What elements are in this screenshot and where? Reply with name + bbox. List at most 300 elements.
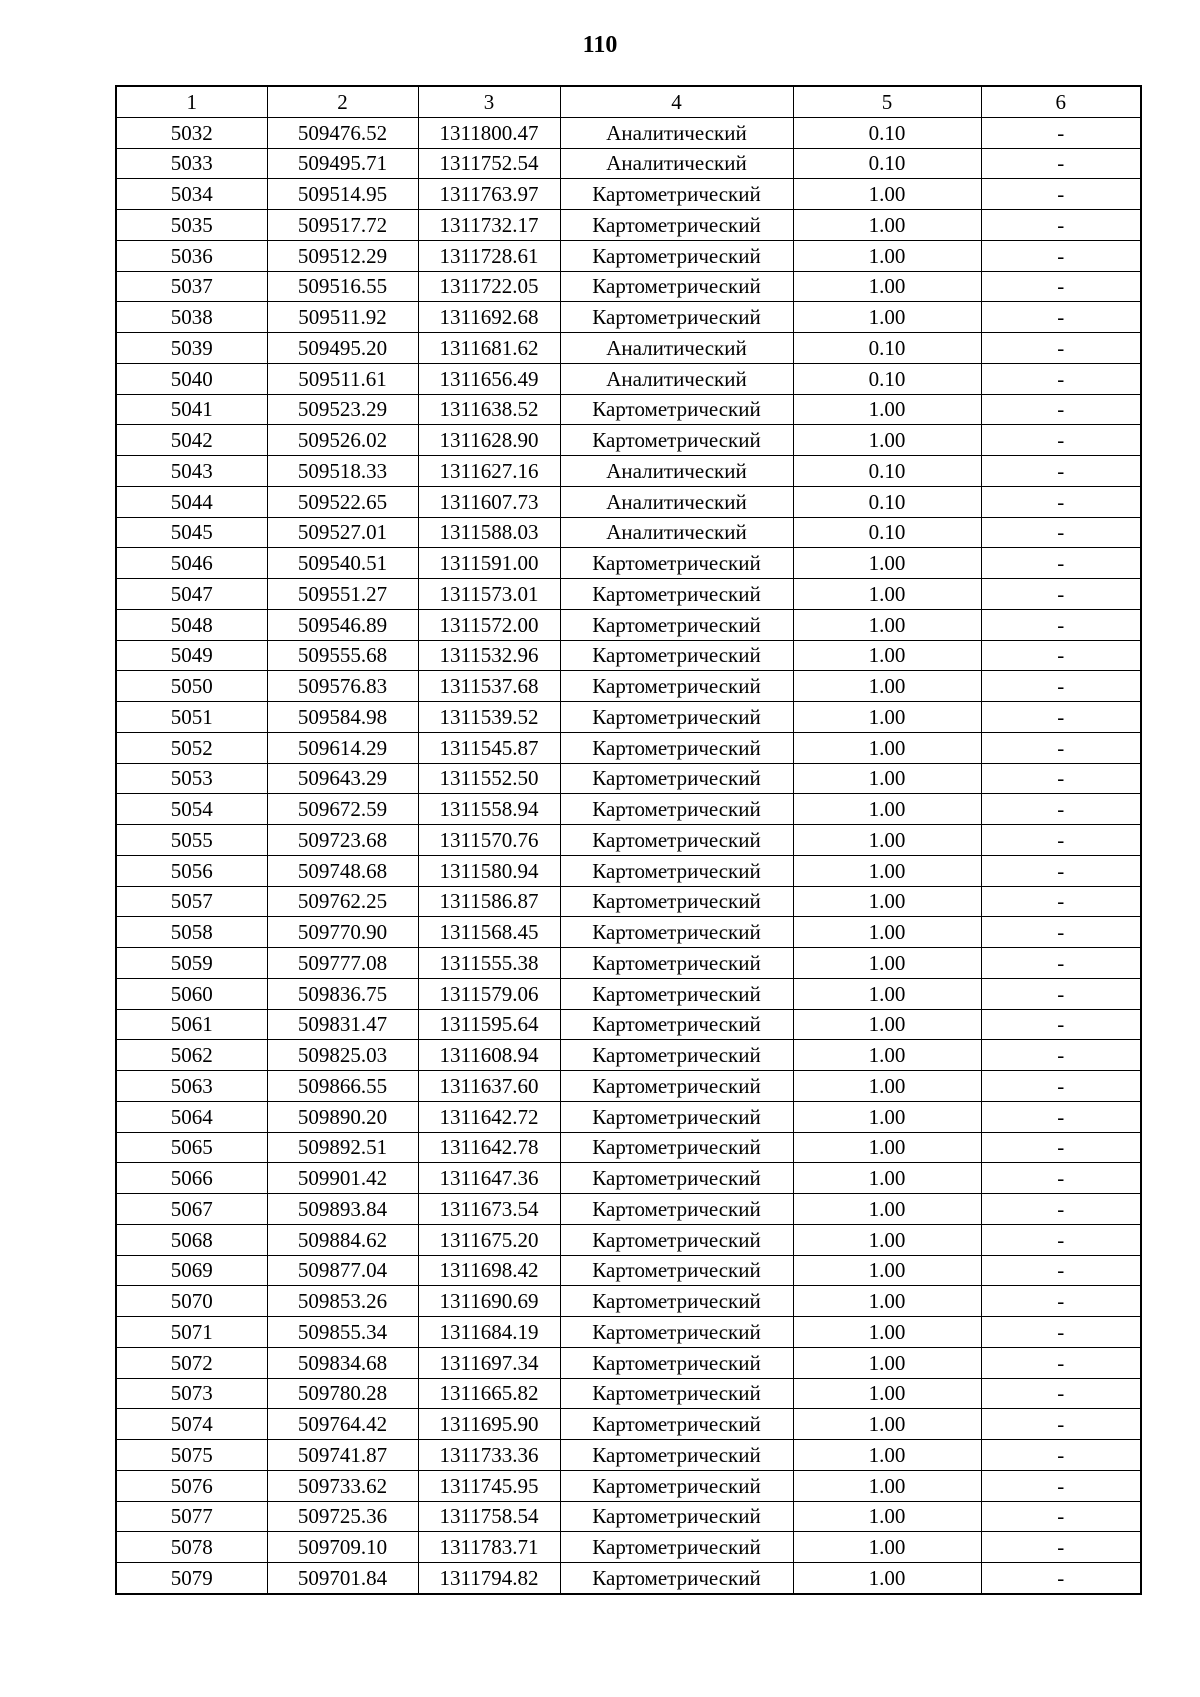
method-cell: Картометрический [560,548,793,579]
accuracy-cell: 1.00 [793,179,981,210]
table-row [116,702,1141,733]
y-coordinate-cell: 1311532.96 [418,640,560,671]
description-cell: - [981,117,1141,148]
point-number-cell: 5066 [116,1163,267,1194]
point-number-cell: 5047 [116,579,267,610]
point-number-cell: 5070 [116,1286,267,1317]
description-cell: - [981,548,1141,579]
x-coordinate-cell: 509526.02 [267,425,418,456]
description-cell: - [981,1194,1141,1225]
point-number-cell: 5065 [116,1132,267,1163]
x-coordinate-cell: 509762.25 [267,886,418,917]
method-cell: Картометрический [560,825,793,856]
point-number-cell: 5067 [116,1194,267,1225]
method-cell: Картометрический [560,640,793,671]
accuracy-cell: 1.00 [793,609,981,640]
point-number-cell: 5060 [116,978,267,1009]
description-cell: - [981,794,1141,825]
table-row [116,1163,1141,1194]
description-cell: - [981,210,1141,241]
method-cell: Картометрический [560,917,793,948]
y-coordinate-cell: 1311573.01 [418,579,560,610]
coordinates-table [115,85,1142,1595]
point-number-cell: 5048 [116,609,267,640]
description-cell: - [981,1224,1141,1255]
x-coordinate-cell: 509495.71 [267,148,418,179]
description-cell: - [981,363,1141,394]
method-cell: Картометрический [560,1347,793,1378]
table-row [116,210,1141,241]
y-coordinate-cell: 1311752.54 [418,148,560,179]
point-number-cell: 5052 [116,732,267,763]
y-coordinate-cell: 1311608.94 [418,1040,560,1071]
column-header: 3 [418,86,560,117]
point-number-cell: 5034 [116,179,267,210]
column-header: 6 [981,86,1141,117]
point-number-cell: 5055 [116,825,267,856]
method-cell: Картометрический [560,886,793,917]
point-number-cell: 5061 [116,1009,267,1040]
description-cell: - [981,1440,1141,1471]
point-number-cell: 5043 [116,456,267,487]
x-coordinate-cell: 509672.59 [267,794,418,825]
y-coordinate-cell: 1311665.82 [418,1378,560,1409]
y-coordinate-cell: 1311627.16 [418,456,560,487]
method-cell: Картометрический [560,1224,793,1255]
description-cell: - [981,671,1141,702]
y-coordinate-cell: 1311572.00 [418,609,560,640]
table-row [116,456,1141,487]
accuracy-cell: 1.00 [793,1040,981,1071]
point-number-cell: 5071 [116,1317,267,1348]
table-row [116,763,1141,794]
description-cell: - [981,1163,1141,1194]
description-cell: - [981,1255,1141,1286]
description-cell: - [981,825,1141,856]
description-cell: - [981,702,1141,733]
y-coordinate-cell: 1311684.19 [418,1317,560,1348]
accuracy-cell: 1.00 [793,1071,981,1102]
point-number-cell: 5044 [116,486,267,517]
y-coordinate-cell: 1311552.50 [418,763,560,794]
point-number-cell: 5054 [116,794,267,825]
y-coordinate-cell: 1311763.97 [418,179,560,210]
table-row [116,271,1141,302]
accuracy-cell: 1.00 [793,271,981,302]
accuracy-cell: 1.00 [793,1440,981,1471]
y-coordinate-cell: 1311681.62 [418,333,560,364]
accuracy-cell: 1.00 [793,702,981,733]
method-cell: Картометрический [560,1132,793,1163]
table-row [116,179,1141,210]
x-coordinate-cell: 509511.61 [267,363,418,394]
accuracy-cell: 0.10 [793,148,981,179]
point-number-cell: 5040 [116,363,267,394]
method-cell: Картометрический [560,1255,793,1286]
table-row [116,486,1141,517]
x-coordinate-cell: 509748.68 [267,855,418,886]
y-coordinate-cell: 1311568.45 [418,917,560,948]
x-coordinate-cell: 509511.92 [267,302,418,333]
y-coordinate-cell: 1311690.69 [418,1286,560,1317]
description-cell: - [981,1286,1141,1317]
accuracy-cell: 1.00 [793,1409,981,1440]
y-coordinate-cell: 1311607.73 [418,486,560,517]
x-coordinate-cell: 509522.65 [267,486,418,517]
x-coordinate-cell: 509540.51 [267,548,418,579]
method-cell: Картометрический [560,1194,793,1225]
accuracy-cell: 1.00 [793,671,981,702]
method-cell: Картометрический [560,1501,793,1532]
x-coordinate-cell: 509725.36 [267,1501,418,1532]
x-coordinate-cell: 509853.26 [267,1286,418,1317]
point-number-cell: 5079 [116,1563,267,1594]
x-coordinate-cell: 509855.34 [267,1317,418,1348]
table-row [116,117,1141,148]
description-cell: - [981,333,1141,364]
point-number-cell: 5042 [116,425,267,456]
description-cell: - [981,302,1141,333]
table-row [116,1532,1141,1563]
point-number-cell: 5059 [116,948,267,979]
x-coordinate-cell: 509866.55 [267,1071,418,1102]
method-cell: Картометрический [560,1532,793,1563]
accuracy-cell: 0.10 [793,456,981,487]
y-coordinate-cell: 1311794.82 [418,1563,560,1594]
accuracy-cell: 1.00 [793,855,981,886]
accuracy-cell: 1.00 [793,917,981,948]
x-coordinate-cell: 509584.98 [267,702,418,733]
table-row [116,394,1141,425]
x-coordinate-cell: 509523.29 [267,394,418,425]
description-cell: - [981,1101,1141,1132]
point-number-cell: 5045 [116,517,267,548]
accuracy-cell: 1.00 [793,1255,981,1286]
method-cell: Картометрический [560,1009,793,1040]
table-row [116,1009,1141,1040]
description-cell: - [981,240,1141,271]
method-cell: Аналитический [560,486,793,517]
point-number-cell: 5041 [116,394,267,425]
column-header: 4 [560,86,793,117]
accuracy-cell: 1.00 [793,1563,981,1594]
method-cell: Картометрический [560,1470,793,1501]
y-coordinate-cell: 1311642.72 [418,1101,560,1132]
x-coordinate-cell: 509555.68 [267,640,418,671]
method-cell: Аналитический [560,117,793,148]
y-coordinate-cell: 1311698.42 [418,1255,560,1286]
description-cell: - [981,732,1141,763]
method-cell: Картометрический [560,579,793,610]
table-row [116,425,1141,456]
table-row [116,794,1141,825]
table-row [116,1470,1141,1501]
x-coordinate-cell: 509877.04 [267,1255,418,1286]
y-coordinate-cell: 1311586.87 [418,886,560,917]
table-row [116,1040,1141,1071]
table-row [116,978,1141,1009]
description-cell: - [981,948,1141,979]
description-cell: - [981,1071,1141,1102]
table-row [116,1286,1141,1317]
y-coordinate-cell: 1311580.94 [418,855,560,886]
x-coordinate-cell: 509723.68 [267,825,418,856]
x-coordinate-cell: 509770.90 [267,917,418,948]
description-cell: - [981,1040,1141,1071]
accuracy-cell: 1.00 [793,548,981,579]
method-cell: Картометрический [560,240,793,271]
method-cell: Аналитический [560,456,793,487]
method-cell: Картометрический [560,1440,793,1471]
y-coordinate-cell: 1311558.94 [418,794,560,825]
x-coordinate-cell: 509514.95 [267,179,418,210]
accuracy-cell: 1.00 [793,1194,981,1225]
point-number-cell: 5058 [116,917,267,948]
table-row [116,363,1141,394]
y-coordinate-cell: 1311692.68 [418,302,560,333]
table-row [116,148,1141,179]
accuracy-cell: 1.00 [793,579,981,610]
accuracy-cell: 1.00 [793,886,981,917]
x-coordinate-cell: 509892.51 [267,1132,418,1163]
method-cell: Картометрический [560,425,793,456]
method-cell: Картометрический [560,763,793,794]
table-row [116,548,1141,579]
method-cell: Картометрический [560,1563,793,1594]
accuracy-cell: 1.00 [793,1378,981,1409]
method-cell: Картометрический [560,394,793,425]
description-cell: - [981,179,1141,210]
y-coordinate-cell: 1311675.20 [418,1224,560,1255]
accuracy-cell: 1.00 [793,425,981,456]
y-coordinate-cell: 1311628.90 [418,425,560,456]
accuracy-cell: 1.00 [793,1101,981,1132]
accuracy-cell: 1.00 [793,1470,981,1501]
x-coordinate-cell: 509825.03 [267,1040,418,1071]
y-coordinate-cell: 1311783.71 [418,1532,560,1563]
x-coordinate-cell: 509884.62 [267,1224,418,1255]
point-number-cell: 5073 [116,1378,267,1409]
accuracy-cell: 1.00 [793,948,981,979]
description-cell: - [981,1132,1141,1163]
y-coordinate-cell: 1311579.06 [418,978,560,1009]
table-body [116,117,1141,1594]
table-row [116,333,1141,364]
description-cell: - [981,978,1141,1009]
x-coordinate-cell: 509741.87 [267,1440,418,1471]
x-coordinate-cell: 509709.10 [267,1532,418,1563]
y-coordinate-cell: 1311647.36 [418,1163,560,1194]
table-row [116,1501,1141,1532]
column-header: 2 [267,86,418,117]
table-row [116,671,1141,702]
accuracy-cell: 1.00 [793,1317,981,1348]
point-number-cell: 5032 [116,117,267,148]
x-coordinate-cell: 509834.68 [267,1347,418,1378]
x-coordinate-cell: 509551.27 [267,579,418,610]
x-coordinate-cell: 509476.52 [267,117,418,148]
y-coordinate-cell: 1311656.49 [418,363,560,394]
x-coordinate-cell: 509831.47 [267,1009,418,1040]
point-number-cell: 5076 [116,1470,267,1501]
table-row [116,302,1141,333]
table-row [116,517,1141,548]
accuracy-cell: 1.00 [793,794,981,825]
x-coordinate-cell: 509527.01 [267,517,418,548]
column-header: 1 [116,86,267,117]
method-cell: Картометрический [560,1378,793,1409]
y-coordinate-cell: 1311637.60 [418,1071,560,1102]
y-coordinate-cell: 1311588.03 [418,517,560,548]
y-coordinate-cell: 1311732.17 [418,210,560,241]
accuracy-cell: 1.00 [793,1501,981,1532]
y-coordinate-cell: 1311728.61 [418,240,560,271]
table-row [116,1101,1141,1132]
method-cell: Аналитический [560,333,793,364]
x-coordinate-cell: 509890.20 [267,1101,418,1132]
description-cell: - [981,609,1141,640]
table-row [116,1132,1141,1163]
table-row [116,1347,1141,1378]
table-row [116,886,1141,917]
y-coordinate-cell: 1311545.87 [418,732,560,763]
method-cell: Аналитический [560,148,793,179]
point-number-cell: 5077 [116,1501,267,1532]
accuracy-cell: 1.00 [793,1286,981,1317]
table-row [116,732,1141,763]
table-row [116,1409,1141,1440]
table-row [116,948,1141,979]
point-number-cell: 5062 [116,1040,267,1071]
method-cell: Картометрический [560,794,793,825]
point-number-cell: 5038 [116,302,267,333]
description-cell: - [981,886,1141,917]
x-coordinate-cell: 509701.84 [267,1563,418,1594]
accuracy-cell: 1.00 [793,1347,981,1378]
y-coordinate-cell: 1311697.34 [418,1347,560,1378]
accuracy-cell: 1.00 [793,1132,981,1163]
table-row [116,1224,1141,1255]
accuracy-cell: 1.00 [793,302,981,333]
table-row [116,1378,1141,1409]
accuracy-cell: 1.00 [793,1163,981,1194]
accuracy-cell: 1.00 [793,978,981,1009]
point-number-cell: 5051 [116,702,267,733]
y-coordinate-cell: 1311595.64 [418,1009,560,1040]
description-cell: - [981,1378,1141,1409]
accuracy-cell: 0.10 [793,333,981,364]
description-cell: - [981,855,1141,886]
method-cell: Картометрический [560,271,793,302]
table-row [116,917,1141,948]
table-row [116,1440,1141,1471]
point-number-cell: 5037 [116,271,267,302]
y-coordinate-cell: 1311539.52 [418,702,560,733]
point-number-cell: 5069 [116,1255,267,1286]
method-cell: Картометрический [560,210,793,241]
y-coordinate-cell: 1311673.54 [418,1194,560,1225]
point-number-cell: 5049 [116,640,267,671]
table-row [116,1317,1141,1348]
point-number-cell: 5036 [116,240,267,271]
point-number-cell: 5053 [116,763,267,794]
method-cell: Картометрический [560,179,793,210]
description-cell: - [981,640,1141,671]
description-cell: - [981,425,1141,456]
accuracy-cell: 0.10 [793,517,981,548]
description-cell: - [981,486,1141,517]
x-coordinate-cell: 509643.29 [267,763,418,794]
table-row [116,640,1141,671]
x-coordinate-cell: 509614.29 [267,732,418,763]
y-coordinate-cell: 1311638.52 [418,394,560,425]
y-coordinate-cell: 1311733.36 [418,1440,560,1471]
method-cell: Картометрический [560,1040,793,1071]
method-cell: Картометрический [560,1286,793,1317]
description-cell: - [981,579,1141,610]
method-cell: Картометрический [560,732,793,763]
description-cell: - [981,1470,1141,1501]
accuracy-cell: 1.00 [793,763,981,794]
description-cell: - [981,517,1141,548]
point-number-cell: 5064 [116,1101,267,1132]
accuracy-cell: 1.00 [793,825,981,856]
table-row [116,579,1141,610]
accuracy-cell: 1.00 [793,1009,981,1040]
method-cell: Картометрический [560,1071,793,1102]
point-number-cell: 5035 [116,210,267,241]
column-header: 5 [793,86,981,117]
description-cell: - [981,1009,1141,1040]
y-coordinate-cell: 1311537.68 [418,671,560,702]
point-number-cell: 5056 [116,855,267,886]
x-coordinate-cell: 509516.55 [267,271,418,302]
method-cell: Картометрический [560,948,793,979]
point-number-cell: 5068 [116,1224,267,1255]
y-coordinate-cell: 1311745.95 [418,1470,560,1501]
table-row [116,1255,1141,1286]
method-cell: Картометрический [560,1101,793,1132]
point-number-cell: 5046 [116,548,267,579]
table-row [116,609,1141,640]
point-number-cell: 5063 [116,1071,267,1102]
table-row [116,1563,1141,1594]
x-coordinate-cell: 509733.62 [267,1470,418,1501]
description-cell: - [981,271,1141,302]
y-coordinate-cell: 1311758.54 [418,1501,560,1532]
table-row [116,825,1141,856]
y-coordinate-cell: 1311570.76 [418,825,560,856]
description-cell: - [981,1532,1141,1563]
description-cell: - [981,1501,1141,1532]
description-cell: - [981,1563,1141,1594]
x-coordinate-cell: 509901.42 [267,1163,418,1194]
table-row [116,1194,1141,1225]
description-cell: - [981,148,1141,179]
method-cell: Картометрический [560,671,793,702]
accuracy-cell: 0.10 [793,117,981,148]
description-cell: - [981,763,1141,794]
point-number-cell: 5074 [116,1409,267,1440]
accuracy-cell: 1.00 [793,1224,981,1255]
y-coordinate-cell: 1311800.47 [418,117,560,148]
point-number-cell: 5072 [116,1347,267,1378]
method-cell: Картометрический [560,1317,793,1348]
x-coordinate-cell: 509777.08 [267,948,418,979]
description-cell: - [981,1347,1141,1378]
accuracy-cell: 1.00 [793,732,981,763]
table-header-row [116,86,1141,117]
